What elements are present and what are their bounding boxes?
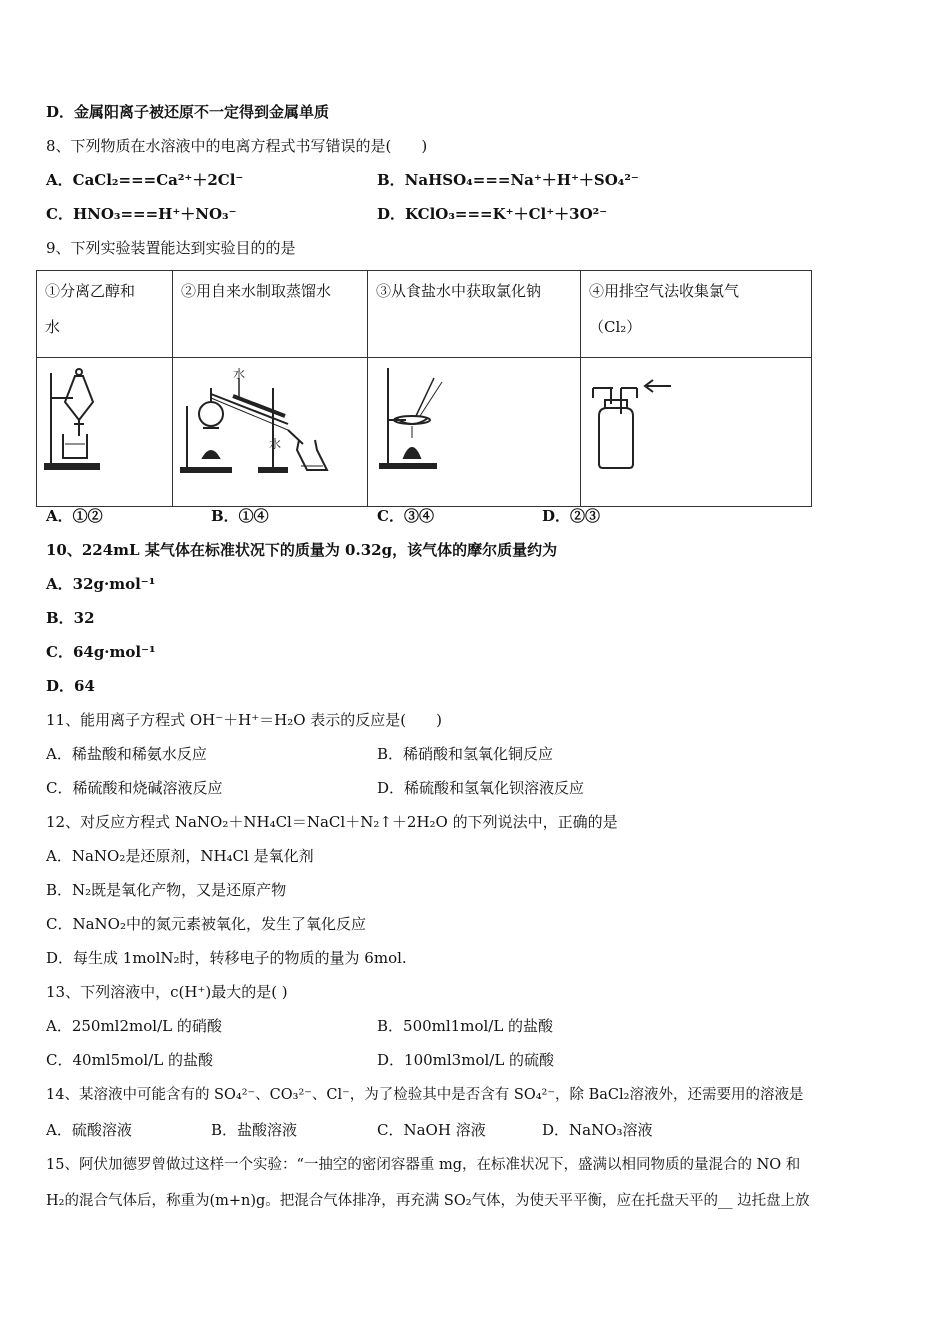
q12-option-a: A．NaNO₂是还原剂，NH₄Cl 是氧化剂 (46, 847, 314, 865)
q9-header-1-line1: ①分离乙醇和 (45, 282, 136, 300)
q12-option-d: D．每生成 1molN₂时，转移电子的物质的量为 6mol. (46, 949, 407, 967)
q12-option-b: B．N₂既是氧化产物，又是还原产物 (46, 881, 287, 899)
evaporating-dish-apparatus-icon (368, 358, 580, 502)
q9-figure-4-cell (581, 358, 812, 507)
q10-stem (46, 540, 557, 560)
q10-stem-text: 10、224mL 某气体在标准状况下的质量为 0.32g，该气体的摩尔质量约为 (46, 541, 558, 559)
q14-option-a: A．硫酸溶液 (46, 1121, 132, 1139)
q12-option-c: C．NaNO₂中的氮元素被氧化，发生了氧化反应 (46, 915, 366, 933)
distillation-apparatus-icon (173, 358, 367, 502)
q9-header-1 (37, 271, 173, 358)
q15-line-2: H₂的混合气体后，称重为(m+n)g。把混合气体排净，再充满 SO₂气体，为使天平平衡，应在托盘天平的__ 边托盘上放 (46, 1193, 810, 1209)
q8-option-b: B．NaHSO₄===Na⁺＋H⁺＋SO₄²⁻ (377, 171, 639, 189)
q15-line-1: 15、阿伏加德罗曾做过这样一个实验：“一抽空的密闭容器重 mg，在标准状况下，盛满以相同物质的量混合的 NO 和 (46, 1157, 801, 1173)
q9-header-4-line2: （Cl₂） (589, 318, 642, 336)
q8-option-c: C．HNO₃===H⁺＋NO₃⁻ (46, 205, 237, 223)
q11-option-d: D．稀硫酸和氢氧化钡溶液反应 (377, 779, 585, 797)
q7-option-d: D．金属阳离子被还原不一定得到金属单质 (46, 103, 330, 121)
q9-header-2 (173, 271, 368, 358)
gas-collection-bottle-icon (581, 358, 811, 502)
q14-option-d: D．NaNO₃溶液 (542, 1121, 653, 1139)
q8-option-a: A．CaCl₂===Ca²⁺＋2Cl⁻ (46, 171, 244, 189)
q9-figure-3-cell (368, 358, 581, 507)
q9-option-a: A．①② (46, 507, 103, 525)
q9-water-outlet-label: 水 (269, 437, 282, 451)
q10-option-a: A．32g·mol⁻¹ (46, 575, 156, 593)
q9-apparatus-table (36, 270, 812, 507)
q9-figure-2-cell (173, 358, 368, 507)
q13-option-c: C．40ml5mol/L 的盐酸 (46, 1051, 213, 1069)
q14-stem: 14、某溶液中可能含有的 SO₄²⁻、CO₃²⁻、Cl⁻，为了检验其中是否含有 SO₄²⁻，除 BaCl₂溶液外，还需要用的溶液是 (46, 1087, 804, 1103)
q11-option-b: B．稀硝酸和氢氧化铜反应 (377, 745, 554, 763)
q10-option-d: D．64 (46, 677, 95, 695)
separatory-funnel-apparatus-icon (37, 358, 172, 502)
q9-header-3-text: ③从食盐水中获取氯化钠 (376, 282, 542, 300)
q11-option-a: A．稀盐酸和稀氨水反应 (46, 745, 207, 763)
q11-option-c: C．稀硫酸和烧碱溶液反应 (46, 779, 223, 797)
q9-header-4-line1: ④用排空气法收集氯气 (589, 282, 740, 300)
q9-header-4 (581, 271, 812, 358)
q13-option-b: B．500ml1mol/L 的盐酸 (377, 1017, 554, 1035)
q9-figure-1-cell (37, 358, 173, 507)
q14-option-c: C．NaOH 溶液 (377, 1121, 486, 1139)
q9-stem: 9、下列实验装置能达到实验目的的是 (46, 239, 296, 257)
q9-header-1-line2: 水 (45, 318, 61, 336)
q9-option-b: B．①④ (211, 507, 269, 525)
q10-option-b: B．32 (46, 609, 95, 627)
q13-option-a: A．250ml2mol/L 的硝酸 (46, 1017, 222, 1035)
q12-stem: 12、对反应方程式 NaNO₂＋NH₄Cl＝NaCl＋N₂↑＋2H₂O 的下列说法中，正确的是 (46, 813, 618, 831)
q10-option-c: C．64g·mol⁻¹ (46, 643, 156, 661)
q9-water-inlet-label: 水 (233, 367, 246, 381)
q11-stem: 11、能用离子方程式 OH⁻＋H⁺＝H₂O 表示的反应是( ) (46, 711, 443, 729)
q14-option-b: B．盐酸溶液 (211, 1121, 298, 1139)
q8-stem: 8、下列物质在水溶液中的电离方程式书写错误的是( ) (46, 137, 428, 155)
q8-option-d: D．KClO₃===K⁺＋Cl⁺＋3O²⁻ (377, 205, 608, 223)
q9-option-c: C．③④ (377, 507, 434, 525)
q13-option-d: D．100ml3mol/L 的硫酸 (377, 1051, 555, 1069)
q9-option-d: D．②③ (542, 507, 601, 525)
q13-stem: 13、下列溶液中，c(H⁺)最大的是( ) (46, 983, 288, 1001)
q9-header-3 (368, 271, 581, 358)
q9-header-2-text: ②用自来水制取蒸馏水 (181, 282, 332, 300)
